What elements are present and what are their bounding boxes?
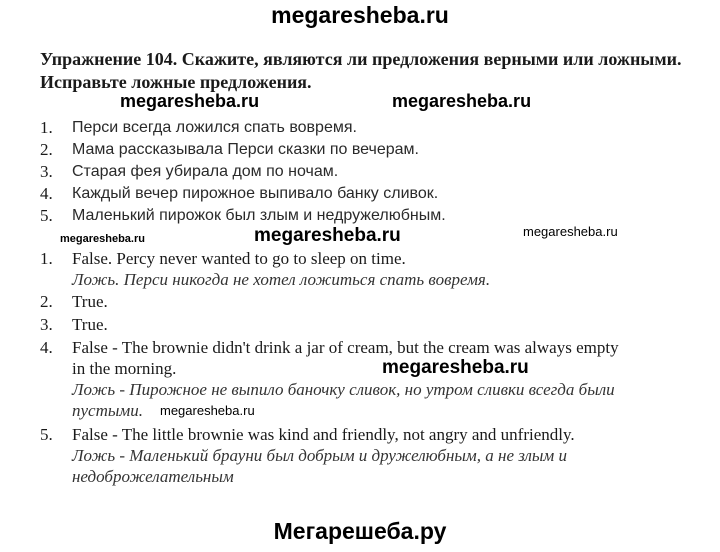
statement-text: Мама рассказывала Перси сказки по вечерам. — [72, 141, 419, 158]
answer-number: 5. — [40, 425, 53, 444]
answer-translation-cont: недоброжелательным — [72, 467, 234, 486]
statement-text: Маленький пирожок был злым и недружелюбным. — [72, 207, 446, 224]
answer-translation: Ложь. Перси никогда не хотел ложиться спать вовремя. — [72, 270, 491, 289]
statement-number: 4. — [40, 184, 53, 203]
statement-text: Каждый вечер пирожное выпивало банку сливок. — [72, 185, 439, 202]
watermark-small-c: megaresheba.ru — [160, 403, 255, 418]
answer-text: False - The brownie didn't drink a jar of cream, but the cream was always empty — [72, 338, 619, 357]
answer-text: True. — [72, 292, 108, 311]
statement-number: 2. — [40, 140, 53, 159]
answer-text-cont: in the morning. — [72, 359, 177, 378]
watermark-bottom: Мегарешеба.ру — [273, 518, 447, 544]
statement-number: 5. — [40, 206, 53, 225]
answer-translation: Ложь - Маленький брауни был добрым и дружелюбным, а не злым и — [72, 446, 567, 465]
watermark-mid-d: megaresheba.ru — [382, 357, 529, 378]
answer-number: 2. — [40, 292, 53, 311]
answer-number: 4. — [40, 338, 53, 357]
watermark-mid-b: megaresheba.ru — [392, 91, 532, 111]
statement-number: 3. — [40, 162, 53, 181]
watermark-top: megaresheba.ru — [271, 2, 449, 28]
answer-text: True. — [72, 315, 108, 334]
answer-number: 1. — [40, 249, 53, 268]
statement-text: Перси всегда ложился спать вовремя. — [72, 119, 357, 136]
statement-text: Старая фея убирала дом по ночам. — [72, 163, 339, 180]
watermark-mid-c: megaresheba.ru — [254, 225, 401, 246]
answer-text: False - The little brownie was kind and friendly, not angry and unfriendly. — [72, 425, 575, 444]
answer-translation: Ложь - Пирожное не выпило баночку сливок, но утром сливки всегда были — [72, 380, 615, 399]
answer-translation-cont: пустыми. — [72, 401, 143, 420]
statement-number: 1. — [40, 118, 53, 137]
exercise-heading: Упражнение 104. Скажите, являются ли предложения верными или ложными. Исправьте ложные предложения. — [40, 49, 682, 92]
answer-text: False. Percy never wanted to go to sleep on time. — [72, 249, 406, 268]
watermark-small-b: megaresheba.ru — [523, 224, 618, 239]
watermark-mid-a: megaresheba.ru — [120, 91, 260, 111]
answer-number: 3. — [40, 315, 53, 334]
watermark-small-a: megaresheba.ru — [60, 233, 145, 245]
